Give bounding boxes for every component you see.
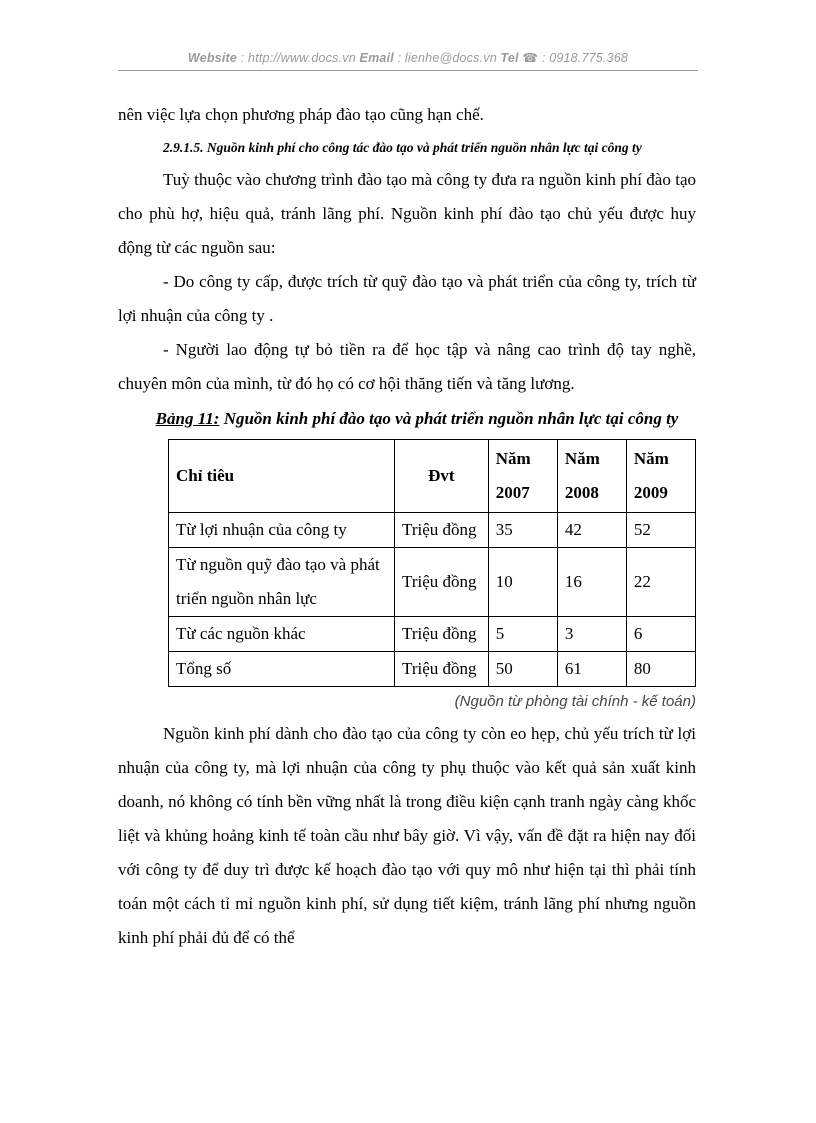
row-value-2009: 52: [626, 513, 695, 548]
table-row: [169, 617, 696, 652]
section-heading: 2.9.1.5. Nguồn kinh phí cho công tác đào tạo và phát triển nguồn nhân lực tại công ty: [163, 140, 642, 155]
table-number: Bảng 11:: [155, 409, 220, 428]
paragraph-employee-funds: - Người lao động tự bỏ tiền ra để học tập và nâng cao trình độ tay nghề, chuyên môn của mình, từ đó họ có cơ hội thăng tiến và tăng lương.: [118, 340, 696, 393]
header-2009: Năm 2009: [626, 440, 695, 513]
table-caption: Nguồn kinh phí đào tạo và phát triển nguồn nhân lực tại công ty: [219, 409, 679, 428]
paragraph-company-funds: - Do công ty cấp, được trích từ quỹ đào tạo và phát triển của công ty, trích từ lợi nhuận của công ty .: [118, 272, 696, 325]
funding-table: [168, 439, 696, 687]
row-value-2007: 10: [488, 548, 557, 617]
header-2008: Năm 2008: [557, 440, 626, 513]
tel-value: ☎ : 0918.775.368: [518, 51, 629, 65]
table-source: (Nguồn từ phòng tài chính - kế toán): [454, 693, 696, 710]
row-label: Từ nguồn quỹ đào tạo và phát triển nguồn nhân lực: [169, 548, 395, 617]
row-value-2008: 42: [557, 513, 626, 548]
row-value-2007: 5: [488, 617, 557, 652]
header-indicator: Chỉ tiêu: [169, 440, 395, 513]
page-header: [118, 50, 698, 65]
row-value-2007: 50: [488, 652, 557, 687]
row-unit: Triệu đồng: [395, 652, 489, 687]
table-row: [169, 652, 696, 687]
website-value: : http://www.docs.vn: [237, 51, 360, 65]
intro-paragraph: nên việc lựa chọn phương pháp đào tạo cũng hạn chế.: [118, 105, 484, 124]
row-value-2008: 16: [557, 548, 626, 617]
row-value-2009: 6: [626, 617, 695, 652]
table-row: [169, 548, 696, 617]
header-2007: Năm 2007: [488, 440, 557, 513]
email-label: Email: [359, 51, 394, 65]
row-unit: Triệu đồng: [395, 617, 489, 652]
paragraph-funding-sources: Tuỳ thuộc vào chương trình đào tạo mà công ty đưa ra nguồn kinh phí đào tạo cho phù hợ, hiệu quả, tránh lãng phí. Nguồn kinh phí đào tạo chủ yếu được huy động từ các nguồn sau:: [118, 170, 696, 257]
table-header-row: [169, 440, 696, 513]
row-label: Từ lợi nhuận của công ty: [169, 513, 395, 548]
header-unit: Đvt: [395, 440, 489, 513]
row-value-2008: 3: [557, 617, 626, 652]
table-title: [118, 401, 696, 437]
paragraph-funding-analysis: Nguồn kinh phí dành cho đào tạo của công ty còn eo hẹp, chủ yếu trích từ lợi nhuận của công ty, mà lợi nhuận của công ty phụ thuộc vào kết quả sản xuất kinh doanh, nó không có tính bền vững nhất là trong điều kiện cạnh tranh ngày càng khốc liệt và khủng hoảng kinh tế toàn cầu như bây giờ. Vì vậy, vấn đề đặt ra hiện nay đối với công ty để duy trì được kế hoạch đào tạo với quy mô như hiện tại thì phải tính toán một cách tỉ mỉ nguồn kinh phí, sử dụng tiết kiệm, tránh lãng phí nhưng nguồn kinh phí phải đủ để có thể: [118, 724, 696, 947]
row-label: Tổng số: [169, 652, 395, 687]
row-value-2008: 61: [557, 652, 626, 687]
page-content: [118, 98, 696, 955]
row-value-2009: 80: [626, 652, 695, 687]
row-value-2009: 22: [626, 548, 695, 617]
row-unit: Triệu đồng: [395, 513, 489, 548]
row-value-2007: 35: [488, 513, 557, 548]
row-unit: Triệu đồng: [395, 548, 489, 617]
website-label: Website: [187, 51, 238, 65]
row-label: Từ các nguồn khác: [169, 617, 395, 652]
tel-label: Tel: [500, 51, 519, 65]
header-divider: [118, 70, 698, 71]
table-row: [169, 513, 696, 548]
email-value: : lienhe@docs.vn: [393, 51, 501, 65]
